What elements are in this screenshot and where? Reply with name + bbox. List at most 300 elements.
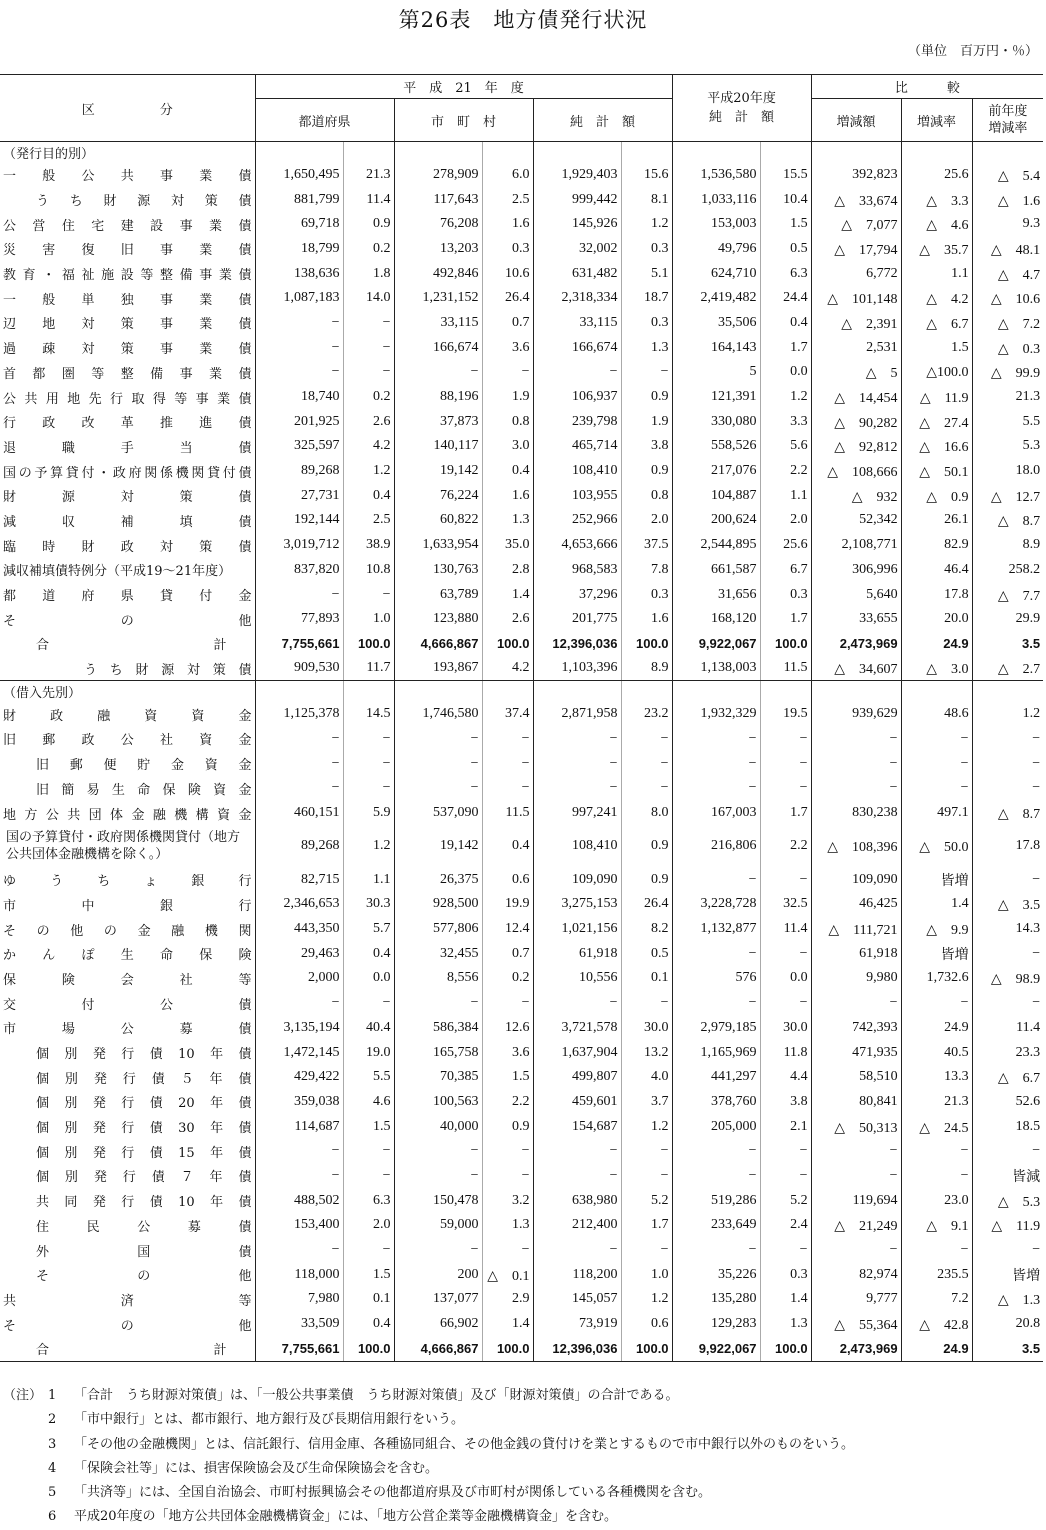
- value-cell: △ 8.7: [997, 514, 1041, 530]
- value-cell: −: [672, 991, 760, 1016]
- value-cell: 3.7: [621, 1090, 672, 1115]
- value-cell: 100.0: [760, 1336, 811, 1361]
- value-cell: 638,980: [533, 1188, 621, 1213]
- value-cell: △ 111,721: [811, 917, 901, 942]
- value-cell: 2.0: [343, 1213, 394, 1238]
- value-cell: 0.3: [621, 237, 672, 262]
- row-label: その他の金融機関: [0, 917, 255, 942]
- value-cell: 1,633,954: [394, 533, 482, 558]
- table-row: [0, 483, 1043, 508]
- value-cell: △ 34,607: [811, 656, 901, 681]
- value-cell: 6,772: [811, 261, 901, 286]
- value-cell: 33,509: [255, 1312, 343, 1337]
- value-cell: △ 50,313: [811, 1114, 901, 1139]
- value-cell: 40.5: [901, 1040, 972, 1065]
- value-cell: 35,226: [672, 1262, 760, 1287]
- value-cell: △ 16.6: [901, 434, 972, 459]
- value-cell: −: [343, 776, 394, 801]
- value-cell: 661,587: [672, 558, 760, 583]
- row-label: 住民公募債: [0, 1213, 255, 1238]
- table-row: [0, 917, 1043, 942]
- table-row: [0, 1213, 1043, 1238]
- value-cell: 60,822: [394, 508, 482, 533]
- value-cell: −: [901, 1139, 972, 1164]
- value-cell: −: [394, 751, 482, 776]
- value-cell: −: [672, 1238, 760, 1263]
- value-cell: −: [811, 1139, 901, 1164]
- value-cell: 997,241: [533, 801, 621, 826]
- value-cell: 0.5: [760, 237, 811, 262]
- value-cell: 164,143: [672, 335, 760, 360]
- row-label: 旧郵便貯金資金: [0, 751, 255, 776]
- value-cell: 31,656: [672, 582, 760, 607]
- value-cell: 20.0: [901, 607, 972, 632]
- value-cell: 1.8: [343, 261, 394, 286]
- value-cell: −: [672, 751, 760, 776]
- value-cell: 4,666,867: [394, 1336, 482, 1361]
- row-label: 個別発行債15年債: [0, 1139, 255, 1164]
- value-cell: 1,021,156: [533, 917, 621, 942]
- section-lender-header: [0, 681, 1043, 702]
- empty-cell: [533, 681, 621, 702]
- value-cell: 82.9: [901, 533, 972, 558]
- header-prev-rate-line2: 増減率: [988, 121, 1028, 136]
- value-cell: 1.9: [482, 385, 533, 410]
- empty-cell: [811, 681, 901, 702]
- value-cell: −: [1032, 995, 1041, 1011]
- table-row: [0, 941, 1043, 966]
- table-row: [0, 385, 1043, 410]
- value-cell: −: [760, 727, 811, 752]
- value-cell: 100.0: [621, 1336, 672, 1361]
- note-item: [0, 1384, 854, 1408]
- value-cell: 1.3: [621, 335, 672, 360]
- value-cell: 1.6: [621, 607, 672, 632]
- value-cell: 1.6: [482, 212, 533, 237]
- value-cell: 1.3: [482, 508, 533, 533]
- table-row: [0, 991, 1043, 1016]
- row-label: 一般単独事業債: [0, 286, 255, 311]
- value-cell: −: [255, 582, 343, 607]
- value-cell: △ 2.7: [972, 656, 1043, 681]
- value-cell: −: [255, 991, 343, 1016]
- value-cell: 32.5: [760, 892, 811, 917]
- value-cell: △ 2,391: [811, 311, 901, 336]
- value-cell: 4,666,867: [394, 632, 482, 657]
- value-cell: 49,796: [672, 237, 760, 262]
- value-cell: 14.0: [343, 286, 394, 311]
- value-cell: 0.9: [621, 385, 672, 410]
- value-cell: 443,350: [255, 917, 343, 942]
- value-cell: 0.9: [621, 825, 672, 867]
- value-cell: −: [901, 727, 972, 752]
- value-cell: △ 932: [811, 483, 901, 508]
- empty-cell: [343, 681, 394, 702]
- row-label: 過疎対策事業債: [0, 335, 255, 360]
- note-item: [0, 1457, 854, 1481]
- empty-cell: [482, 142, 533, 163]
- value-cell: 66,902: [394, 1312, 482, 1337]
- value-cell: 100.0: [343, 632, 394, 657]
- value-cell: −: [1032, 871, 1041, 887]
- value-cell: 2,318,334: [533, 286, 621, 311]
- value-cell: 0.6: [482, 867, 533, 892]
- value-cell: 2.5: [482, 187, 533, 212]
- value-cell: −: [621, 1164, 672, 1189]
- value-cell: 30.0: [760, 1016, 811, 1041]
- value-cell: 0.0: [760, 966, 811, 991]
- row-label: 教育・福祉施設等整備事業債: [0, 261, 255, 286]
- value-cell: −: [811, 751, 901, 776]
- row-label: 交付公債: [0, 991, 255, 1016]
- value-cell: 2,419,482: [672, 286, 760, 311]
- value-cell: 2.1: [760, 1114, 811, 1139]
- value-cell: 109,090: [811, 867, 901, 892]
- value-cell: 33,115: [394, 311, 482, 336]
- row-label: 財源対策債: [0, 483, 255, 508]
- value-cell: 1.4: [482, 582, 533, 607]
- value-cell: −: [621, 991, 672, 1016]
- section-label: （借入先別）: [0, 681, 255, 702]
- value-cell: 37.4: [482, 702, 533, 727]
- value-cell: 4.6: [343, 1090, 394, 1115]
- value-cell: 1.7: [621, 1213, 672, 1238]
- value-cell: 33,655: [811, 607, 901, 632]
- table-row: [0, 966, 1043, 991]
- value-cell: 12,396,036: [533, 632, 621, 657]
- header-h21: 平 成 21 年 度: [255, 75, 672, 99]
- value-cell: −: [343, 991, 394, 1016]
- value-cell: 1.2: [621, 1287, 672, 1312]
- value-cell: 18,740: [255, 385, 343, 410]
- value-cell: −: [811, 991, 901, 1016]
- empty-cell: [672, 142, 760, 163]
- value-cell: 19,142: [394, 825, 482, 867]
- value-cell: 2.6: [482, 607, 533, 632]
- row-label: 個別発行債20年債: [0, 1090, 255, 1115]
- value-cell: 325,597: [255, 434, 343, 459]
- table-row: [0, 237, 1043, 262]
- value-cell: 37,873: [394, 409, 482, 434]
- value-cell: 1,637,904: [533, 1040, 621, 1065]
- value-cell: −: [343, 360, 394, 385]
- value-cell: 4.2: [482, 656, 533, 681]
- value-cell: 2.9: [482, 1287, 533, 1312]
- value-cell: 7,755,661: [255, 1336, 343, 1361]
- table-row: [0, 1114, 1043, 1139]
- value-cell: 3.2: [482, 1188, 533, 1213]
- value-cell: −: [255, 335, 343, 360]
- value-cell: −: [901, 751, 972, 776]
- value-cell: −: [811, 776, 901, 801]
- value-cell: 32,455: [394, 941, 482, 966]
- value-cell: 89,268: [255, 825, 343, 867]
- row-label: 辺地対策事業債: [0, 311, 255, 336]
- value-cell: 1.2: [621, 212, 672, 237]
- value-cell: 24.9: [901, 1016, 972, 1041]
- value-cell: 20.8: [1015, 1316, 1041, 1332]
- table-row: [0, 1262, 1043, 1287]
- value-cell: −: [760, 867, 811, 892]
- value-cell: 201,775: [533, 607, 621, 632]
- value-cell: 0.9: [621, 867, 672, 892]
- row-label: 旧簡易生命保険資金: [0, 776, 255, 801]
- row-label: 首都圏等整備事業債: [0, 360, 255, 385]
- value-cell: 999,442: [533, 187, 621, 212]
- row-label: 外国債: [0, 1238, 255, 1263]
- value-cell: △ 0.9: [901, 483, 972, 508]
- value-cell: 200,624: [672, 508, 760, 533]
- value-cell: 19.0: [343, 1040, 394, 1065]
- note-item: [0, 1505, 854, 1529]
- row-label: その他: [0, 1312, 255, 1337]
- value-cell: 58,510: [811, 1065, 901, 1090]
- table-row: [0, 582, 1043, 607]
- value-cell: 108,410: [533, 459, 621, 484]
- empty-cell: [533, 142, 621, 163]
- table-row: [0, 1065, 1043, 1090]
- value-cell: 109,090: [533, 867, 621, 892]
- value-cell: 3.5: [1022, 636, 1041, 652]
- value-cell: 2.2: [760, 825, 811, 867]
- value-cell: 18.0: [1015, 463, 1041, 479]
- value-cell: 0.4: [343, 941, 394, 966]
- value-cell: 17.8: [901, 582, 972, 607]
- empty-cell: [760, 142, 811, 163]
- value-cell: 皆減: [1012, 1169, 1041, 1185]
- value-cell: 1.0: [621, 1262, 672, 1287]
- value-cell: 5: [672, 360, 760, 385]
- row-label: かんぽ生命保険: [0, 941, 255, 966]
- value-cell: −: [901, 1238, 972, 1263]
- value-cell: −: [1032, 945, 1041, 961]
- value-cell: 1.4: [760, 1287, 811, 1312]
- value-cell: 4.4: [760, 1065, 811, 1090]
- value-cell: −: [343, 751, 394, 776]
- value-cell: △ 24.5: [901, 1114, 972, 1139]
- row-label: うち財源対策債: [0, 656, 255, 681]
- note-item: [0, 1481, 854, 1505]
- note-text: 「その他の金融機関」とは、信託銀行、信用金庫、各種協同組合、その他金銭の貸付けを業とするもので市中銀行以外のものをいう。: [74, 1436, 855, 1452]
- value-cell: 69,718: [255, 212, 343, 237]
- value-cell: 8,556: [394, 966, 482, 991]
- value-cell: 830,238: [811, 801, 901, 826]
- value-cell: 100.0: [621, 632, 672, 657]
- table-row: [0, 656, 1043, 681]
- value-cell: −: [1032, 730, 1041, 746]
- empty-cell: [972, 142, 1043, 163]
- value-cell: 0.4: [482, 459, 533, 484]
- value-cell: 1.1: [760, 483, 811, 508]
- value-cell: 0.4: [482, 825, 533, 867]
- value-cell: 29.9: [1015, 611, 1041, 627]
- value-cell: −: [760, 1164, 811, 1189]
- value-cell: 18.5: [1015, 1118, 1041, 1134]
- empty-cell: [811, 142, 901, 163]
- value-cell: 939,629: [811, 702, 901, 727]
- value-cell: 0.3: [482, 237, 533, 262]
- value-cell: 118,000: [255, 1262, 343, 1287]
- value-cell: 3,228,728: [672, 892, 760, 917]
- header-muni: 市 町 村: [394, 99, 533, 142]
- value-cell: 21.3: [343, 163, 394, 188]
- value-cell: 46,425: [811, 892, 901, 917]
- value-cell: −: [255, 751, 343, 776]
- value-cell: 217,076: [672, 459, 760, 484]
- value-cell: 38.9: [343, 533, 394, 558]
- empty-cell: [255, 142, 343, 163]
- value-cell: 52.6: [1015, 1093, 1041, 1109]
- value-cell: 1.2: [343, 459, 394, 484]
- value-cell: 168,120: [672, 607, 760, 632]
- row-label: 災害復旧事業債: [0, 237, 255, 262]
- value-cell: −: [621, 360, 672, 385]
- value-cell: 0.8: [621, 483, 672, 508]
- value-cell: 2,531: [811, 335, 901, 360]
- row-label: 公共用地先行取得等事業債: [0, 385, 255, 410]
- value-cell: 1.3: [760, 1312, 811, 1337]
- row-label: その他: [0, 1262, 255, 1287]
- value-cell: 3,721,578: [533, 1016, 621, 1041]
- value-cell: 2,000: [255, 966, 343, 991]
- row-label: 個別発行債５年債: [0, 1065, 255, 1090]
- value-cell: 2.5: [343, 508, 394, 533]
- table-row: [0, 825, 1043, 867]
- value-cell: −: [901, 776, 972, 801]
- table-row: [0, 261, 1043, 286]
- value-cell: 1.4: [482, 1312, 533, 1337]
- note-text: 「合計 うち財源対策債」は、「一般公共事業債 うち財源対策債」及び「財源対策債」の合計である。: [74, 1388, 679, 1403]
- value-cell: −: [394, 1139, 482, 1164]
- header-h20-line2: 純 計 額: [709, 110, 775, 125]
- value-cell: 909,530: [255, 656, 343, 681]
- value-cell: 21.3: [1015, 389, 1041, 405]
- value-cell: −: [533, 991, 621, 1016]
- table-row: [0, 1238, 1043, 1263]
- value-cell: −: [672, 1164, 760, 1189]
- value-cell: 1.1: [901, 261, 972, 286]
- value-cell: 624,710: [672, 261, 760, 286]
- row-label: ゆうちょ銀行: [0, 867, 255, 892]
- value-cell: −: [255, 1139, 343, 1164]
- value-cell: △ 42.8: [901, 1312, 972, 1337]
- value-cell: 5.1: [621, 261, 672, 286]
- value-cell: 23.0: [901, 1188, 972, 1213]
- table-row: [0, 1164, 1043, 1189]
- value-cell: △ 108,666: [811, 459, 901, 484]
- header-h20-line1: 平成20年度: [707, 91, 776, 106]
- value-cell: 130,763: [394, 558, 482, 583]
- value-cell: −: [533, 1238, 621, 1263]
- value-cell: 233,649: [672, 1213, 760, 1238]
- value-cell: 576: [672, 966, 760, 991]
- value-cell: 59,000: [394, 1213, 482, 1238]
- value-cell: 17.8: [1015, 838, 1041, 854]
- value-cell: △ 1.6: [997, 193, 1041, 209]
- value-cell: 46.4: [901, 558, 972, 583]
- header-prev-rate: [972, 99, 1043, 142]
- row-label: 一般公共事業債: [0, 163, 255, 188]
- row-label: 個別発行債30年債: [0, 1114, 255, 1139]
- table-row: [0, 1139, 1043, 1164]
- value-cell: 2.0: [760, 508, 811, 533]
- value-cell: −: [760, 941, 811, 966]
- value-cell: 3.8: [621, 434, 672, 459]
- value-cell: △ 6.7: [901, 311, 972, 336]
- table-row: [0, 1090, 1043, 1115]
- value-cell: −: [672, 867, 760, 892]
- value-cell: 104,887: [672, 483, 760, 508]
- value-cell: 193,867: [394, 656, 482, 681]
- value-cell: △ 5: [811, 360, 901, 385]
- value-cell: 5.5: [343, 1065, 394, 1090]
- value-cell: −: [482, 991, 533, 1016]
- value-cell: −: [394, 1164, 482, 1189]
- value-cell: 153,400: [255, 1213, 343, 1238]
- value-cell: 7.2: [901, 1287, 972, 1312]
- value-cell: −: [621, 1238, 672, 1263]
- value-cell: 519,286: [672, 1188, 760, 1213]
- value-cell: △ 50.1: [901, 459, 972, 484]
- value-cell: △ 3.0: [901, 656, 972, 681]
- value-cell: −: [394, 727, 482, 752]
- value-cell: 6.7: [760, 558, 811, 583]
- value-cell: 48.6: [901, 702, 972, 727]
- value-cell: 61,918: [811, 941, 901, 966]
- header-diff-rate: 増減率: [901, 99, 972, 142]
- empty-cell: [621, 142, 672, 163]
- value-cell: 459,601: [533, 1090, 621, 1115]
- value-cell: −: [760, 1238, 811, 1263]
- value-cell: −: [811, 1164, 901, 1189]
- value-cell: △ 12.7: [990, 489, 1041, 505]
- value-cell: 460,151: [255, 801, 343, 826]
- value-cell: 24.9: [901, 632, 972, 657]
- value-cell: 10.4: [760, 187, 811, 212]
- value-cell: 1,125,378: [255, 702, 343, 727]
- table-row: [0, 434, 1043, 459]
- table-row: [0, 163, 1043, 188]
- value-cell: 14.3: [1015, 921, 1041, 937]
- value-cell: 80,841: [811, 1090, 901, 1115]
- value-cell: −: [482, 727, 533, 752]
- header-pref: 都道府県: [255, 99, 394, 142]
- value-cell: 100.0: [760, 632, 811, 657]
- row-label: 共済等: [0, 1287, 255, 1312]
- note-text: 「共済等」には、全国自治協会、市町村振興協会その他都道府県及び市町村が関係している各種機関を含む。: [74, 1485, 712, 1501]
- value-cell: 201,925: [255, 409, 343, 434]
- value-cell: 1,103,396: [533, 656, 621, 681]
- value-cell: 465,714: [533, 434, 621, 459]
- value-cell: 114,687: [255, 1114, 343, 1139]
- value-cell: 3.6: [482, 335, 533, 360]
- value-cell: △ 1.3: [997, 1293, 1041, 1309]
- table-row: [0, 360, 1043, 385]
- value-cell: 皆増: [901, 867, 972, 892]
- row-label: 都道府県貸付金: [0, 582, 255, 607]
- value-cell: 4.0: [621, 1065, 672, 1090]
- value-cell: 1,138,003: [672, 656, 760, 681]
- value-cell: 1.1: [343, 867, 394, 892]
- note-text: 「市中銀行」とは、都市銀行、地方銀行及び長期信用銀行をいう。: [74, 1412, 465, 1428]
- value-cell: 0.3: [621, 311, 672, 336]
- value-cell: 18,799: [255, 237, 343, 262]
- empty-cell: [972, 681, 1043, 702]
- note-number: 3: [48, 1436, 57, 1452]
- value-cell: 150,478: [394, 1188, 482, 1213]
- value-cell: 26.4: [482, 286, 533, 311]
- value-cell: 0.9: [621, 459, 672, 484]
